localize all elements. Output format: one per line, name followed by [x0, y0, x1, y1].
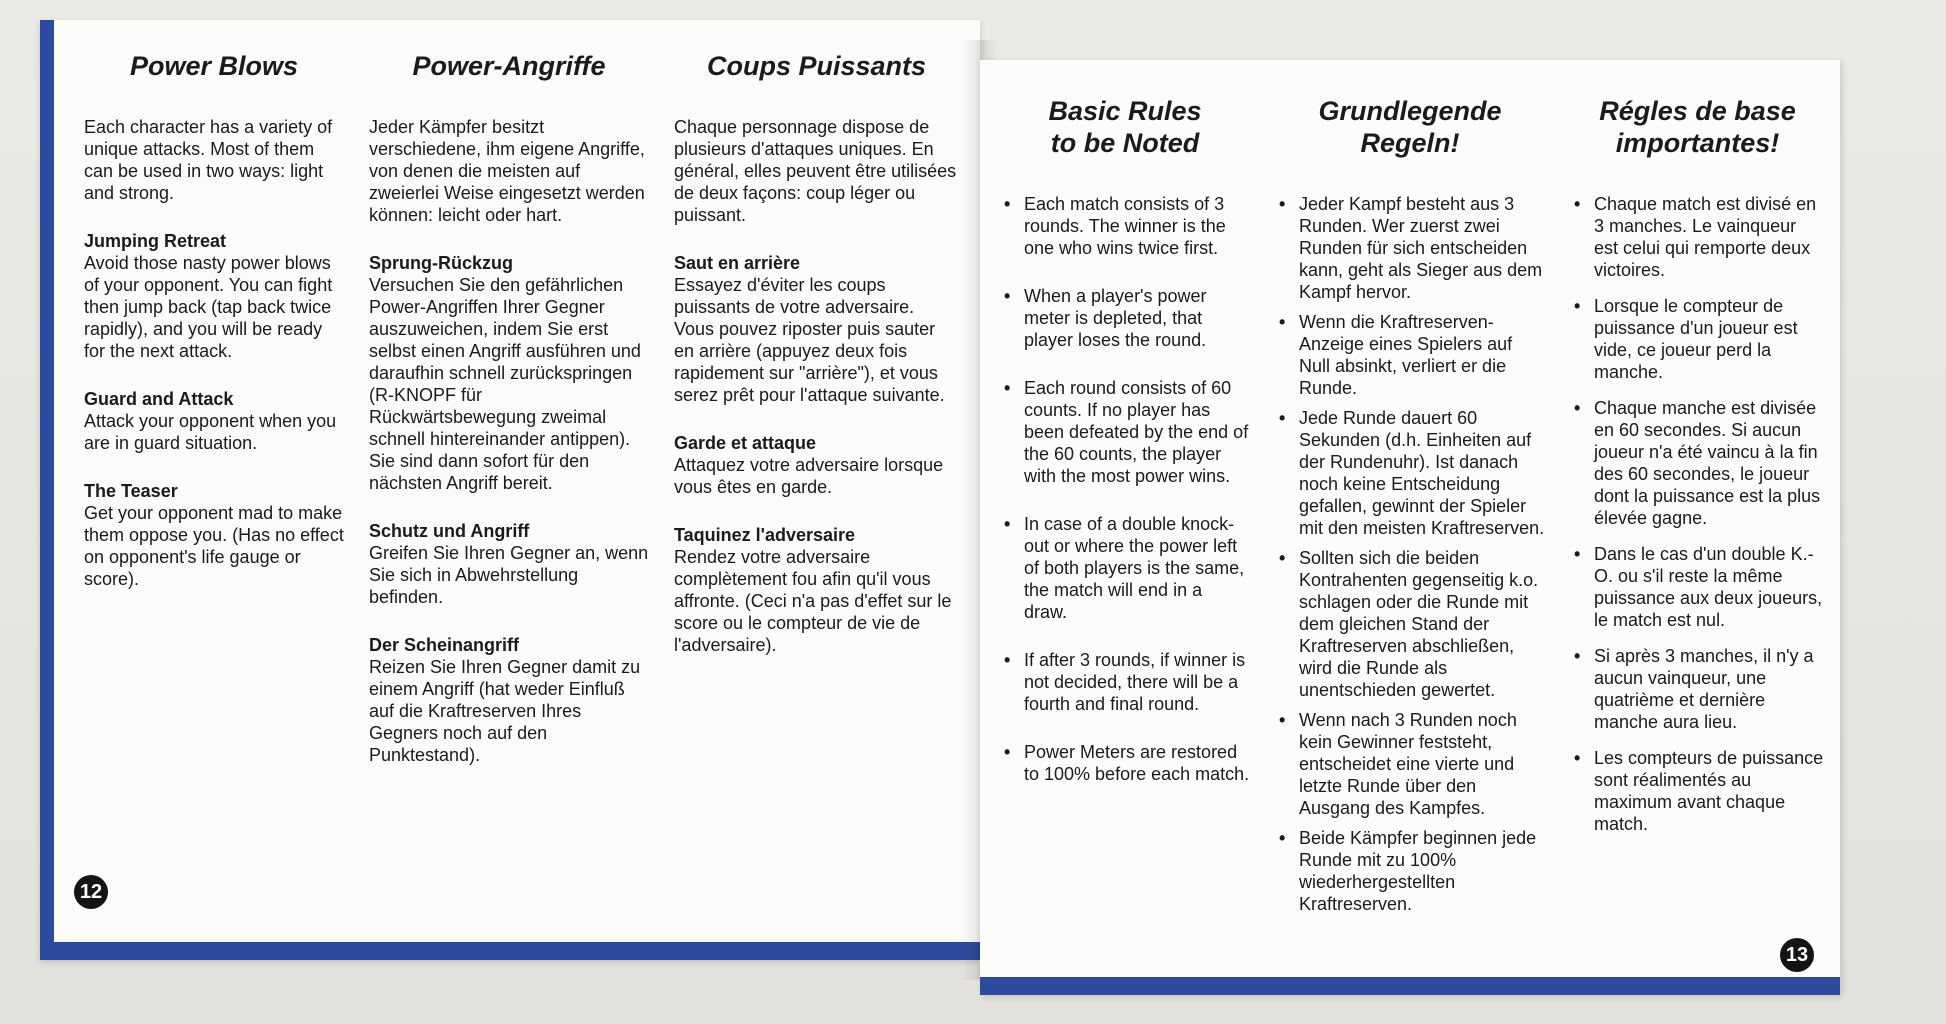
page-left — [40, 20, 980, 960]
title-grundlegende-regeln: Grundlegende Regeln! — [1318, 96, 1502, 158]
bullet-icon: • — [1279, 548, 1286, 568]
list-item — [1570, 397, 1825, 529]
text-schutz-und-angriff: Greifen Sie Ihren Gegner an, wenn Sie sich in Abwehrstellung befinden. — [369, 543, 649, 607]
title-basic-rules: Basic Rules to be Noted — [1048, 96, 1202, 158]
bullet-icon: • — [1574, 194, 1581, 214]
text-guard-and-attack: Attack your opponent when you are in guard situation. — [84, 411, 337, 453]
page-number-13: 13 — [1780, 938, 1814, 972]
list-item — [1570, 295, 1825, 383]
section-jumping-retreat — [84, 230, 344, 362]
bullet-icon: • — [1004, 194, 1011, 214]
list-item-text: Si après 3 manches, il n'y a aucun vainqueur, une quatrième et dernière manche aura lieu. — [1594, 646, 1814, 732]
text-jumping-retreat: Avoid those nasty power blows of your opponent. You can fight then jump back (tap back twice rapidly), and you will be ready for the next attack. — [84, 253, 333, 361]
section-schutz-und-angriff — [369, 520, 649, 608]
list-item-text: Lorsque le compteur de puissance d'un joueur est vide, ce joueur perd la manche. — [1594, 296, 1798, 382]
list-item — [1275, 547, 1545, 701]
section-saut-en-arriere — [674, 252, 959, 406]
text-der-scheinangriff: Reizen Sie Ihren Gegner damit zu einem Angriff (hat weder Einfluß auf die Kraftreserven Ihres Gegners noch auf den Punktestand). — [369, 657, 641, 765]
text-garde-et-attaque: Attaquez votre adversaire lorsque vous êtes en garde. — [674, 455, 944, 497]
list-grundlegende-regeln — [1275, 193, 1545, 915]
bullet-icon: • — [1004, 742, 1011, 762]
column-basic-rules — [1000, 95, 1250, 811]
heading-guard-and-attack: Guard and Attack — [84, 389, 234, 409]
list-item — [1275, 311, 1545, 399]
title-regles-de-base: Régles de base importantes! — [1599, 96, 1796, 158]
bullet-icon: • — [1279, 408, 1286, 428]
list-basic-rules — [1000, 193, 1250, 785]
list-item-text: Jeder Kampf besteht aus 3 Runden. Wer zuerst zwei Runden für sich entscheiden kann, geht als Sieger aus dem Kampf hervor. — [1299, 194, 1543, 302]
bullet-icon: • — [1574, 646, 1581, 666]
list-item — [1570, 747, 1825, 835]
list-item — [1000, 377, 1250, 487]
column-power-blows — [84, 50, 344, 616]
section-der-scheinangriff — [369, 634, 649, 766]
list-item — [1000, 513, 1250, 623]
list-item — [1275, 407, 1545, 539]
bullet-icon: • — [1004, 378, 1011, 398]
bullet-icon: • — [1279, 828, 1286, 848]
bullet-icon: • — [1574, 544, 1581, 564]
section-sprung-rueckzug — [369, 252, 649, 494]
title-power-angriffe: Power-Angriffe — [412, 51, 606, 81]
list-item-text: Dans le cas d'un double K.-O. ou s'il reste la même puissance aux deux joueurs, le match est nul. — [1594, 544, 1823, 630]
bullet-icon: • — [1574, 398, 1581, 418]
section-taquinez-l-adversaire — [674, 524, 959, 656]
heading-der-scheinangriff: Der Scheinangriff — [369, 635, 520, 655]
heading-schutz-und-angriff: Schutz und Angriff — [369, 521, 530, 541]
list-item-text: Les compteurs de puissance sont réalimentés au maximum avant chaque match. — [1594, 748, 1824, 834]
text-the-teaser: Get your opponent mad to make them oppose you. (Has no effect on opponent's life gauge or score). — [84, 503, 344, 589]
list-item-text: In case of a double knock-out or where the power left of both players is the same, the match will end in a draw. — [1024, 514, 1245, 622]
list-item — [1275, 827, 1545, 915]
bullet-icon: • — [1279, 710, 1286, 730]
section-garde-et-attaque — [674, 432, 959, 498]
list-item-text: Wenn nach 3 Runden noch kein Gewinner feststeht, entscheidet eine vierte und letzte Runde über den Ausgang des Kampfes. — [1299, 710, 1517, 818]
column-regles-de-base — [1570, 95, 1825, 849]
list-item-text: Each round consists of 60 counts. If no player has been defeated by the end of the 60 counts, the player with the most power wins. — [1024, 378, 1249, 486]
list-item — [1570, 543, 1825, 631]
title-coups-puissants: Coups Puissants — [706, 51, 927, 81]
section-the-teaser — [84, 480, 344, 590]
list-item-text: Beide Kämpfer beginnen jede Runde mit zu 100% wiederhergestellten Kraftreserven. — [1299, 828, 1537, 914]
list-item — [1000, 285, 1250, 351]
list-item-text: Chaque match est divisé en 3 manches. Le vainqueur est celui qui remporte deux victoires. — [1594, 194, 1817, 280]
list-item — [1275, 193, 1545, 303]
heading-garde-et-attaque: Garde et attaque — [674, 433, 817, 453]
list-item — [1000, 741, 1250, 785]
bullet-icon: • — [1004, 514, 1011, 534]
bullet-icon: • — [1574, 296, 1581, 316]
heading-taquinez-l-adversaire: Taquinez l'adversaire — [674, 525, 856, 545]
title-power-blows: Power Blows — [129, 51, 299, 81]
list-item — [1570, 193, 1825, 281]
list-item — [1275, 709, 1545, 819]
bullet-icon: • — [1004, 650, 1011, 670]
list-item-text: When a player's power meter is depleted, that player loses the round. — [1024, 286, 1207, 350]
column-grundlegende-regeln — [1275, 95, 1545, 923]
column-power-angriffe — [369, 50, 649, 792]
text-saut-en-arriere: Essayez d'éviter les coups puissants de votre adversaire. Vous pouvez riposter puis sauter en arrière (appuyez deux fois rapidement sur "arrière"), et vous serez prêt pour l'attaque suivante. — [674, 275, 945, 405]
list-item-text: Sollten sich die beiden Kontrahenten gegenseitig k.o. schlagen oder die Runde mit dem gleichen Stand der Kraftreserven abschließen, wird die Runde als unentschieden gewertet. — [1299, 548, 1539, 700]
list-regles-de-base — [1570, 193, 1825, 835]
page-right — [980, 60, 1840, 995]
column-coups-puissants — [674, 50, 959, 682]
section-guard-and-attack — [84, 388, 344, 454]
text-sprung-rueckzug: Versuchen Sie den gefährlichen Power-Angriffen Ihrer Gegner auszuweichen, indem Sie erst selbst einen Angriff ausführen und daraufhin schnell zurückspringen (R-KNOPF für Rückwärtsbewegung zweimal schnell hintereinander antippen). Sie sind dann sofort für den nächsten Angriff bereit. — [369, 275, 641, 493]
heading-sprung-rueckzug: Sprung-Rückzug — [369, 253, 513, 273]
heading-the-teaser: The Teaser — [84, 481, 178, 501]
heading-jumping-retreat: Jumping Retreat — [84, 231, 227, 251]
intro-power-angriffe: Jeder Kämpfer besitzt verschiedene, ihm eigene Angriffe, von denen die meisten auf zweierlei Weise eingesetzt werden können: leicht oder hart. — [369, 117, 645, 225]
bullet-icon: • — [1574, 748, 1581, 768]
list-item-text: Power Meters are restored to 100% before each match. — [1024, 742, 1250, 784]
list-item-text: Jede Runde dauert 60 Sekunden (d.h. Einheiten auf der Rundenuhr). Ist danach noch keine Entscheidung gefallen, gewinnt der Spieler mit den meisten Kraftreserven. — [1299, 408, 1545, 538]
page-number-12: 12 — [74, 875, 108, 909]
intro-power-blows: Each character has a variety of unique attacks. Most of them can be used in two ways: light and strong. — [84, 117, 333, 203]
list-item-text: Chaque manche est divisée en 60 secondes. Si aucun joueur n'a été vaincu à la fin des 60 secondes, le joueur dont la puissance est la plus élevée gagne. — [1594, 398, 1821, 528]
bullet-icon: • — [1004, 286, 1011, 306]
list-item — [1570, 645, 1825, 733]
intro-coups-puissants: Chaque personnage dispose de plusieurs d'attaques uniques. En général, elles peuvent être utilisées de deux façons: coup léger ou puissant. — [674, 117, 957, 225]
list-item-text: Each match consists of 3 rounds. The winner is the one who wins twice first. — [1024, 194, 1226, 258]
list-item-text: Wenn die Kraftreserven-Anzeige eines Spielers auf Null absinkt, verliert er die Runde. — [1299, 312, 1513, 398]
text-taquinez-l-adversaire: Rendez votre adversaire complètement fou afin qu'il vous affronte. (Ceci n'a pas d'effet sur le score ou le compteur de vie de l'adversaire). — [674, 547, 952, 655]
list-item — [1000, 193, 1250, 259]
heading-saut-en-arriere: Saut en arrière — [674, 253, 801, 273]
bullet-icon: • — [1279, 194, 1286, 214]
list-item — [1000, 649, 1250, 715]
list-item-text: If after 3 rounds, if winner is not decided, there will be a fourth and final round. — [1024, 650, 1246, 714]
bullet-icon: • — [1279, 312, 1286, 332]
